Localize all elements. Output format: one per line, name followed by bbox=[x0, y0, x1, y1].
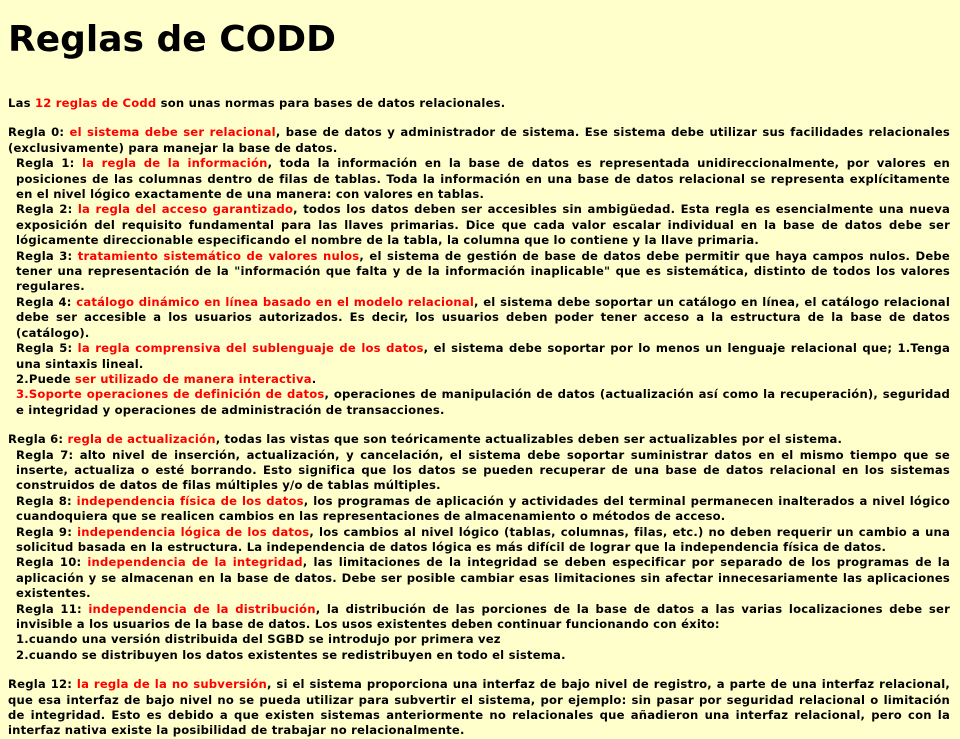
rule-4: Regla 4: catálogo dinámico en línea basado en el modelo relacional, el sistema debe soportar un catálogo en línea, el catálogo relacional debe ser accesible a los usuarios autorizados. Es decir, los usuarios deben poder tener acceso a la estructura de la base de datos (catálogo). bbox=[16, 294, 950, 340]
rule-2: Regla 2: la regla del acceso garantizado, todos los datos deben ser accesibles sin ambigüedad. Esta regla es esencialmente una nueva exposición del requisito fundamental para las llaves primarias. Dice que cada valor escalar individual en la base de datos debe ser lógicamente direccionable especificando el nombre de la tabla, la columna que lo contiene y la llave primaria. bbox=[16, 202, 950, 248]
rule-11-item-2: 2.cuando se distribuyen los datos existentes se redistribuyen en todo el sistema. bbox=[16, 647, 566, 662]
intro-paragraph: Las 12 reglas de Codd son unas normas para bases de datos relacionales. bbox=[8, 96, 506, 110]
rule-5-item-3: 3.Soporte operaciones de definición de datos, operaciones de manipulación de datos (actualización así como la recuperación), seguridad e integridad y operaciones de administración de transacciones. bbox=[16, 387, 951, 417]
rule-8: Regla 8: independencia física de los datos, los programas de aplicación y actividades del terminal permanecen inalterados a nivel lógico cuandoquiera que se realicen cambios en las representaciones de almacenamiento o métodos de acceso. bbox=[16, 493, 951, 524]
rule-11: Regla 11: independencia de la distribución, la distribución de las porciones de la base de datos a las varias localizaciones debe ser invisible a los usuarios de la base de datos. Los usos existentes deben continuar funcionando con éxito: bbox=[16, 601, 951, 631]
rule-9: Regla 9: independencia lógica de los datos, los cambios al nivel lógico (tablas, columnas, filas, etc.) no deben requerir un cambio a una solicitud basada en la estructura. La independencia de datos lógica es más difícil de lograr que la independencia física de datos. bbox=[16, 524, 951, 554]
rule-6: Regla 6: regla de actualización, todas las vistas que son teóricamente actualizables deben ser actualizables por el sistema. bbox=[8, 432, 843, 447]
rule-1: Regla 1: la regla de la información, toda la información en la base de datos es representada unidireccionalmente, por valores en posiciones de las columnas dentro de filas de tablas. Toda la información en una base de datos relacional se representa explícitamente en el nivel lógico exactamente de una manera: con valores en tablas. bbox=[16, 156, 950, 202]
rule-5-item-2: 2.Puede ser utilizado de manera interactiva. bbox=[16, 371, 317, 386]
rule-10: Regla 10: independencia de la integridad, las limitaciones de la integridad se deben especificar por separado de los programas de la aplicación y se almacenan en la base de datos. Debe ser posible cambiar esas limitaciones sin afectar innecesariamente las aplicaciones existentes. bbox=[16, 555, 950, 601]
rule-11-item-1: 1.cuando una versión distribuida del SGBD se introdujo por primera vez bbox=[16, 632, 501, 647]
rule-7: Regla 7: alto nivel de inserción, actualización, y cancelación, el sistema debe soportar suministrar datos en el mismo tiempo que se inserte, actualiza o esté borrando. Esto significa que los datos se pueden recuperar de una base de datos relacional en los sistemas construidos de datos de filas múltiples y/o de tablas múltiples. bbox=[16, 447, 950, 493]
rule-3: Regla 3: tratamiento sistemático de valores nulos, el sistema de gestión de base de datos debe permitir que haya campos nulos. Debe tener una representación de la "información que falta y de la información inaplicable" que es sistemática, distinto de todos los valores regulares. bbox=[16, 248, 950, 294]
rule-0: Regla 0: el sistema debe ser relacional, base de datos y administrador de sistema. Ese sistema debe utilizar sus facilidades relacionales (exclusivamente) para manejar la base de datos. bbox=[8, 125, 950, 155]
rule-5: Regla 5: la regla comprensiva del sublenguaje de los datos, el sistema debe soportar por lo menos un lenguaje relacional que; 1.Tenga una sintaxis lineal. bbox=[16, 341, 951, 371]
rules-body bbox=[8, 96, 950, 739]
rule-12: Regla 12: la regla de la no subversión, si el sistema proporciona una interfaz de bajo nivel de registro, a parte de una interfaz relacional, que esa interfaz de bajo nivel no se pueda utilizar para subvertir el sistema, por ejemplo: sin pasar por seguridad relacional o limitación de integridad. Esto es debido a que existen sistemas anteriormente no relacionales que añadieron una interfaz relacional, pero con la interfaz nativa existe la posibilidad de trabajar no relacionalmente. bbox=[8, 677, 951, 738]
page-title: Reglas de CODD bbox=[8, 19, 337, 60]
